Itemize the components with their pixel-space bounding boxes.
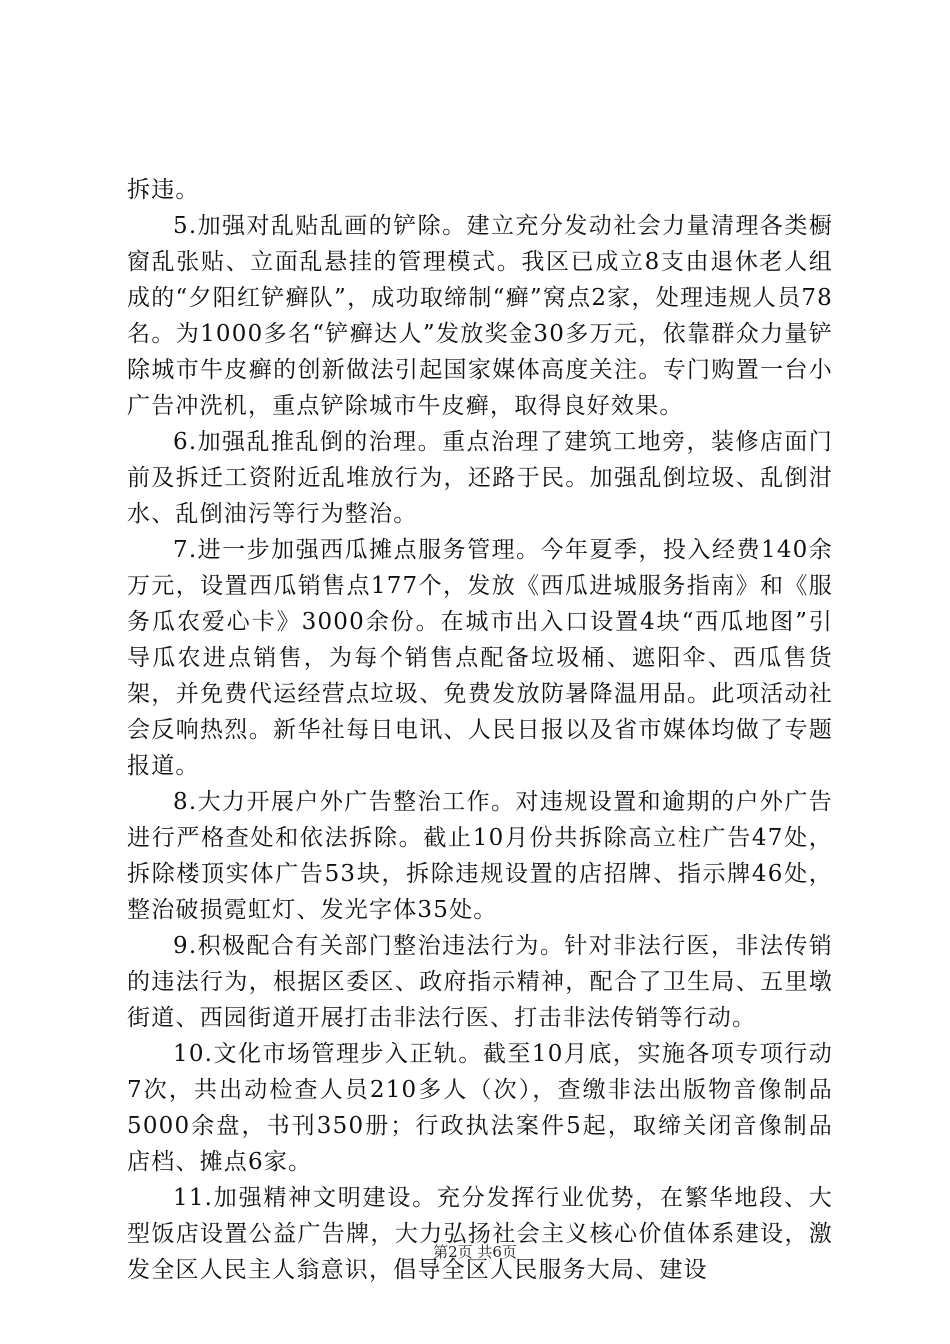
paragraph-item-5: 5.加强对乱贴乱画的铲除。建立充分发动社会力量清理各类橱窗乱张贴、立面乱悬挂的管理模式。我区已成立8支由退休老人组成的“夕阳红铲癣队”，成功取缔制“癣”窝点2家，处理违规人员78名。为1000多名“铲癣达人”发放奖金30多万元，依靠群众力量铲除城市牛皮癣的创新做法引起国家媒体高度关注。专门购置一台小广告冲洗机，重点铲除城市牛皮癣，取得良好效果。 [127, 213, 833, 419]
paragraph-item-10: 10.文化市场管理步入正轨。截至10月底，实施各项专项行动7次，共出动检查人员210多人（次），查缴非法出版物音像制品5000余盘，书刊350册；行政执法案件5起，取缔关闭音像制品店档、摊点6家。 [127, 1041, 833, 1175]
paragraph-continuation: 拆违。 [127, 177, 200, 203]
page-number-footer: 第2页 共6页 [433, 1243, 517, 1261]
document-body [127, 172, 833, 1288]
paragraph-item-6: 6.加强乱推乱倒的治理。重点治理了建筑工地旁，装修店面门前及拆迁工资附近乱堆放行为，还路于民。加强乱倒垃圾、乱倒泔水、乱倒油污等行为整治。 [127, 429, 833, 527]
paragraph-item-11: 11.加强精神文明建设。充分发挥行业优势，在繁华地段、大型饭店设置公益广告牌，大力弘扬社会主义核心价值体系建设，激发全区人民主人翁意识，倡导全区人民服务大局、建设 [127, 1185, 833, 1283]
paragraph-item-7: 7.进一步加强西瓜摊点服务管理。今年夏季，投入经费140余万元，设置西瓜销售点177个，发放《西瓜进城服务指南》和《服务瓜农爱心卡》3000余份。在城市出入口设置4块“西瓜地图”引导瓜农进点销售，为每个销售点配备垃圾桶、遮阳伞、西瓜售货架，并免费代运经营点垃圾、免费发放防暑降温用品。此项活动社会反响热烈。新华社每日电讯、人民日报以及省市媒体均做了专题报道。 [127, 537, 833, 779]
paragraph-item-8: 8.大力开展户外广告整治工作。对违规设置和逾期的户外广告进行严格查处和依法拆除。截止10月份共拆除高立柱广告47处，拆除楼顶实体广告53块，拆除违规设置的店招牌、指示牌46处，整治破损霓虹灯、发光字体35处。 [127, 789, 833, 923]
paragraph-item-9: 9.积极配合有关部门整治违法行为。针对非法行医，非法传销的违法行为，根据区委区、政府指示精神，配合了卫生局、五里墩街道、西园街道开展打击非法行医、打击非法传销等行动。 [127, 933, 833, 1031]
